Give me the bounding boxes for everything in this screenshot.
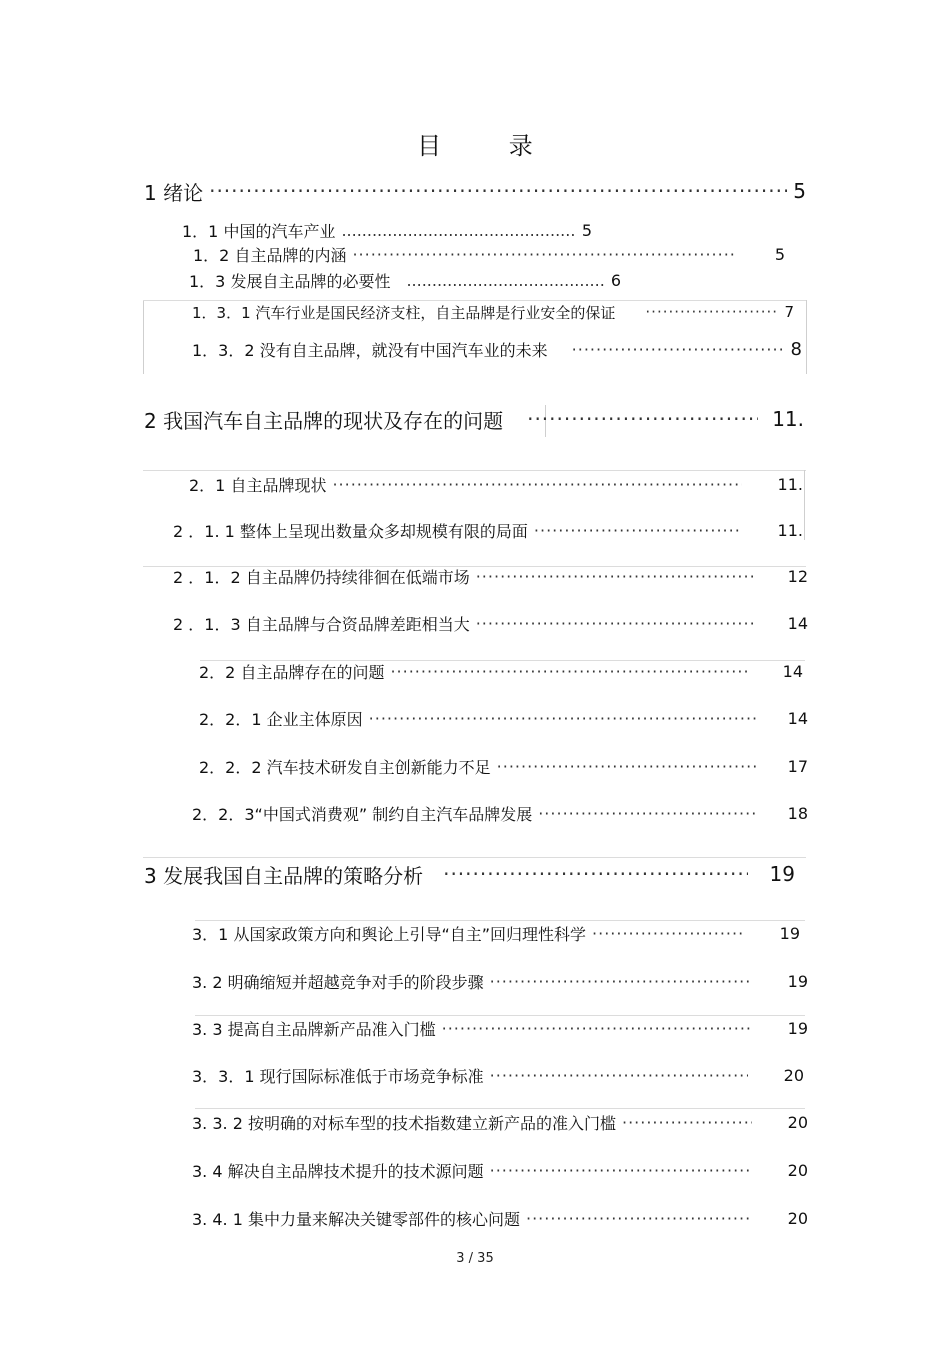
- toc-entry[interactable]: [192, 920, 800, 946]
- toc-entry-page: 6: [610, 270, 621, 290]
- toc-entry-label: 2．1 自主品牌现状: [189, 475, 327, 495]
- leader-dots: [209, 179, 787, 203]
- leader-dots: [442, 1019, 752, 1038]
- toc-entry[interactable]: [199, 705, 808, 731]
- toc-entry[interactable]: [189, 471, 803, 497]
- toc-entry-page: 19: [779, 923, 800, 943]
- leader-dots: [497, 757, 756, 776]
- toc-entry-page: 17: [787, 756, 808, 776]
- toc-entry[interactable]: [192, 336, 802, 362]
- toc-entry-page: 20: [787, 1112, 808, 1132]
- toc-entry[interactable]: [199, 658, 803, 684]
- leader-dots: [352, 245, 734, 264]
- toc-entry[interactable]: [182, 217, 592, 243]
- leader-dots: [341, 221, 575, 240]
- toc-entry-label: 2 ．1. 1 整体上呈现出数量众多却规模有限的局面: [173, 521, 528, 541]
- toc-entry-page: 20: [783, 1065, 804, 1085]
- toc-entry-label: 2．2．1 企业主体原因: [199, 709, 363, 729]
- leader-dots: [490, 1161, 752, 1180]
- toc-entry-page: 5: [581, 220, 592, 240]
- toc-entry-page: 14: [787, 613, 808, 633]
- toc-entry-label: 3. 4 解决自主品牌技术提升的技术源问题: [192, 1161, 484, 1181]
- leader-dots: [443, 862, 747, 886]
- toc-entry-label: 1．3．1 汽车行业是国民经济支柱，自主品牌是行业安全的保证: [192, 303, 616, 322]
- toc-entry-page: 18: [787, 803, 808, 823]
- toc-entry[interactable]: [192, 800, 808, 826]
- toc-entry-label: 1．3．2 没有自主品牌，就没有中国汽车业的未来: [192, 340, 548, 360]
- leader-dots: [490, 1066, 748, 1085]
- toc-entry-page: 12: [787, 566, 808, 586]
- toc-entry-page: 19: [769, 862, 795, 886]
- toc-entry-page: 11.: [777, 474, 803, 494]
- toc-entry-page: 11.: [772, 407, 804, 431]
- toc-entry-page: 11.: [777, 520, 803, 540]
- scan-line: [143, 300, 144, 374]
- toc-entry[interactable]: [192, 1157, 808, 1183]
- leader-dots: [476, 614, 756, 633]
- toc-entry-page: 19: [787, 1018, 808, 1038]
- toc-entry[interactable]: [173, 563, 808, 589]
- toc-entry-label: 3．1 从国家政策方向和舆论上引导“自主”回归理性科学: [192, 924, 587, 944]
- toc-entry[interactable]: [192, 1205, 808, 1231]
- toc-entry[interactable]: [193, 241, 785, 267]
- leader-dots: [490, 972, 752, 991]
- toc-entry-label: 3. 2 明确缩短并超越竞争对手的阶段步骤: [192, 972, 484, 992]
- toc-entry[interactable]: [173, 610, 808, 636]
- toc-entry[interactable]: [192, 968, 808, 994]
- toc-entry-page: 20: [787, 1208, 808, 1228]
- toc-title: 目 录: [417, 132, 563, 160]
- toc-entry-page: 5: [793, 179, 806, 203]
- toc-entry-label: 2．2 自主品牌存在的问题: [199, 662, 385, 682]
- toc-entry[interactable]: [189, 267, 621, 293]
- leader-dots: [592, 924, 744, 943]
- toc-entry-page: 14: [782, 661, 803, 681]
- leader-dots: [534, 521, 742, 540]
- leader-dots: [476, 567, 756, 586]
- toc-entry-page: 20: [787, 1160, 808, 1180]
- leader-dots: [406, 271, 604, 290]
- toc-entry[interactable]: [192, 1015, 808, 1041]
- toc-entry-label: 2．2．2 汽车技术研发自主创新能力不足: [199, 757, 491, 777]
- toc-entry-page: 5: [774, 244, 785, 264]
- toc-entry[interactable]: [192, 1109, 808, 1135]
- toc-entry-label: 3．3．1 现行国际标准低于市场竞争标准: [192, 1066, 484, 1086]
- toc-entry-label: 2 ．1．3 自主品牌与合资品牌差距相当大: [173, 614, 470, 634]
- toc-entry-label: 3. 4. 1 集中力量来解决关键零部件的核心问题: [192, 1209, 520, 1229]
- scan-line: [806, 300, 807, 374]
- toc-entry-page: 14: [787, 708, 808, 728]
- toc-entry-label: 1．3 发展自主品牌的必要性: [189, 271, 391, 291]
- scan-line: [804, 470, 805, 540]
- toc-entry-label: 1．2 自主品牌的内涵: [193, 245, 347, 265]
- leader-dots: [572, 340, 785, 359]
- toc-entry-label: 1．1 中国的汽车产业: [182, 221, 336, 241]
- toc-entry[interactable]: [192, 299, 794, 325]
- page-number: 3 / 35: [456, 1251, 494, 1266]
- toc-entry-label: 2．2．3“中国式消费观” 制约自主汽车品牌发展: [192, 804, 533, 824]
- toc-entry-label: 1 绪论: [144, 180, 204, 205]
- toc-entry-label: 2 ．1．2 自主品牌仍持续徘徊在低端市场: [173, 567, 470, 587]
- toc-entry-label: 3. 3 提高自主品牌新产品准入门槛: [192, 1019, 436, 1039]
- toc-entry-page: 7: [784, 303, 794, 321]
- toc-entry[interactable]: [144, 861, 795, 887]
- leader-dots: [369, 709, 756, 728]
- leader-dots: [390, 662, 746, 681]
- leader-dots: [527, 407, 758, 431]
- toc-entry-label: 2 我国汽车自主品牌的现状及存在的问题: [144, 408, 504, 433]
- toc-entry-page: 19: [787, 971, 808, 991]
- toc-entry[interactable]: [192, 1062, 804, 1088]
- toc-entry[interactable]: [144, 178, 806, 204]
- toc-entry[interactable]: [144, 406, 804, 432]
- toc-entry-page: 8: [790, 338, 802, 360]
- leader-dots: [622, 1113, 752, 1132]
- toc-entry-label: 3 发展我国自主品牌的策略分析: [144, 863, 424, 888]
- toc-entry[interactable]: [173, 517, 803, 543]
- leader-dots: [538, 804, 755, 823]
- toc-entry[interactable]: [199, 753, 808, 779]
- leader-dots: [332, 475, 741, 494]
- toc-entry-label: 3. 3. 2 按明确的对标车型的技术指数建立新产品的准入门槛: [192, 1113, 616, 1133]
- leader-dots: [526, 1209, 752, 1228]
- scan-line: [143, 857, 806, 858]
- leader-dots: [645, 303, 778, 321]
